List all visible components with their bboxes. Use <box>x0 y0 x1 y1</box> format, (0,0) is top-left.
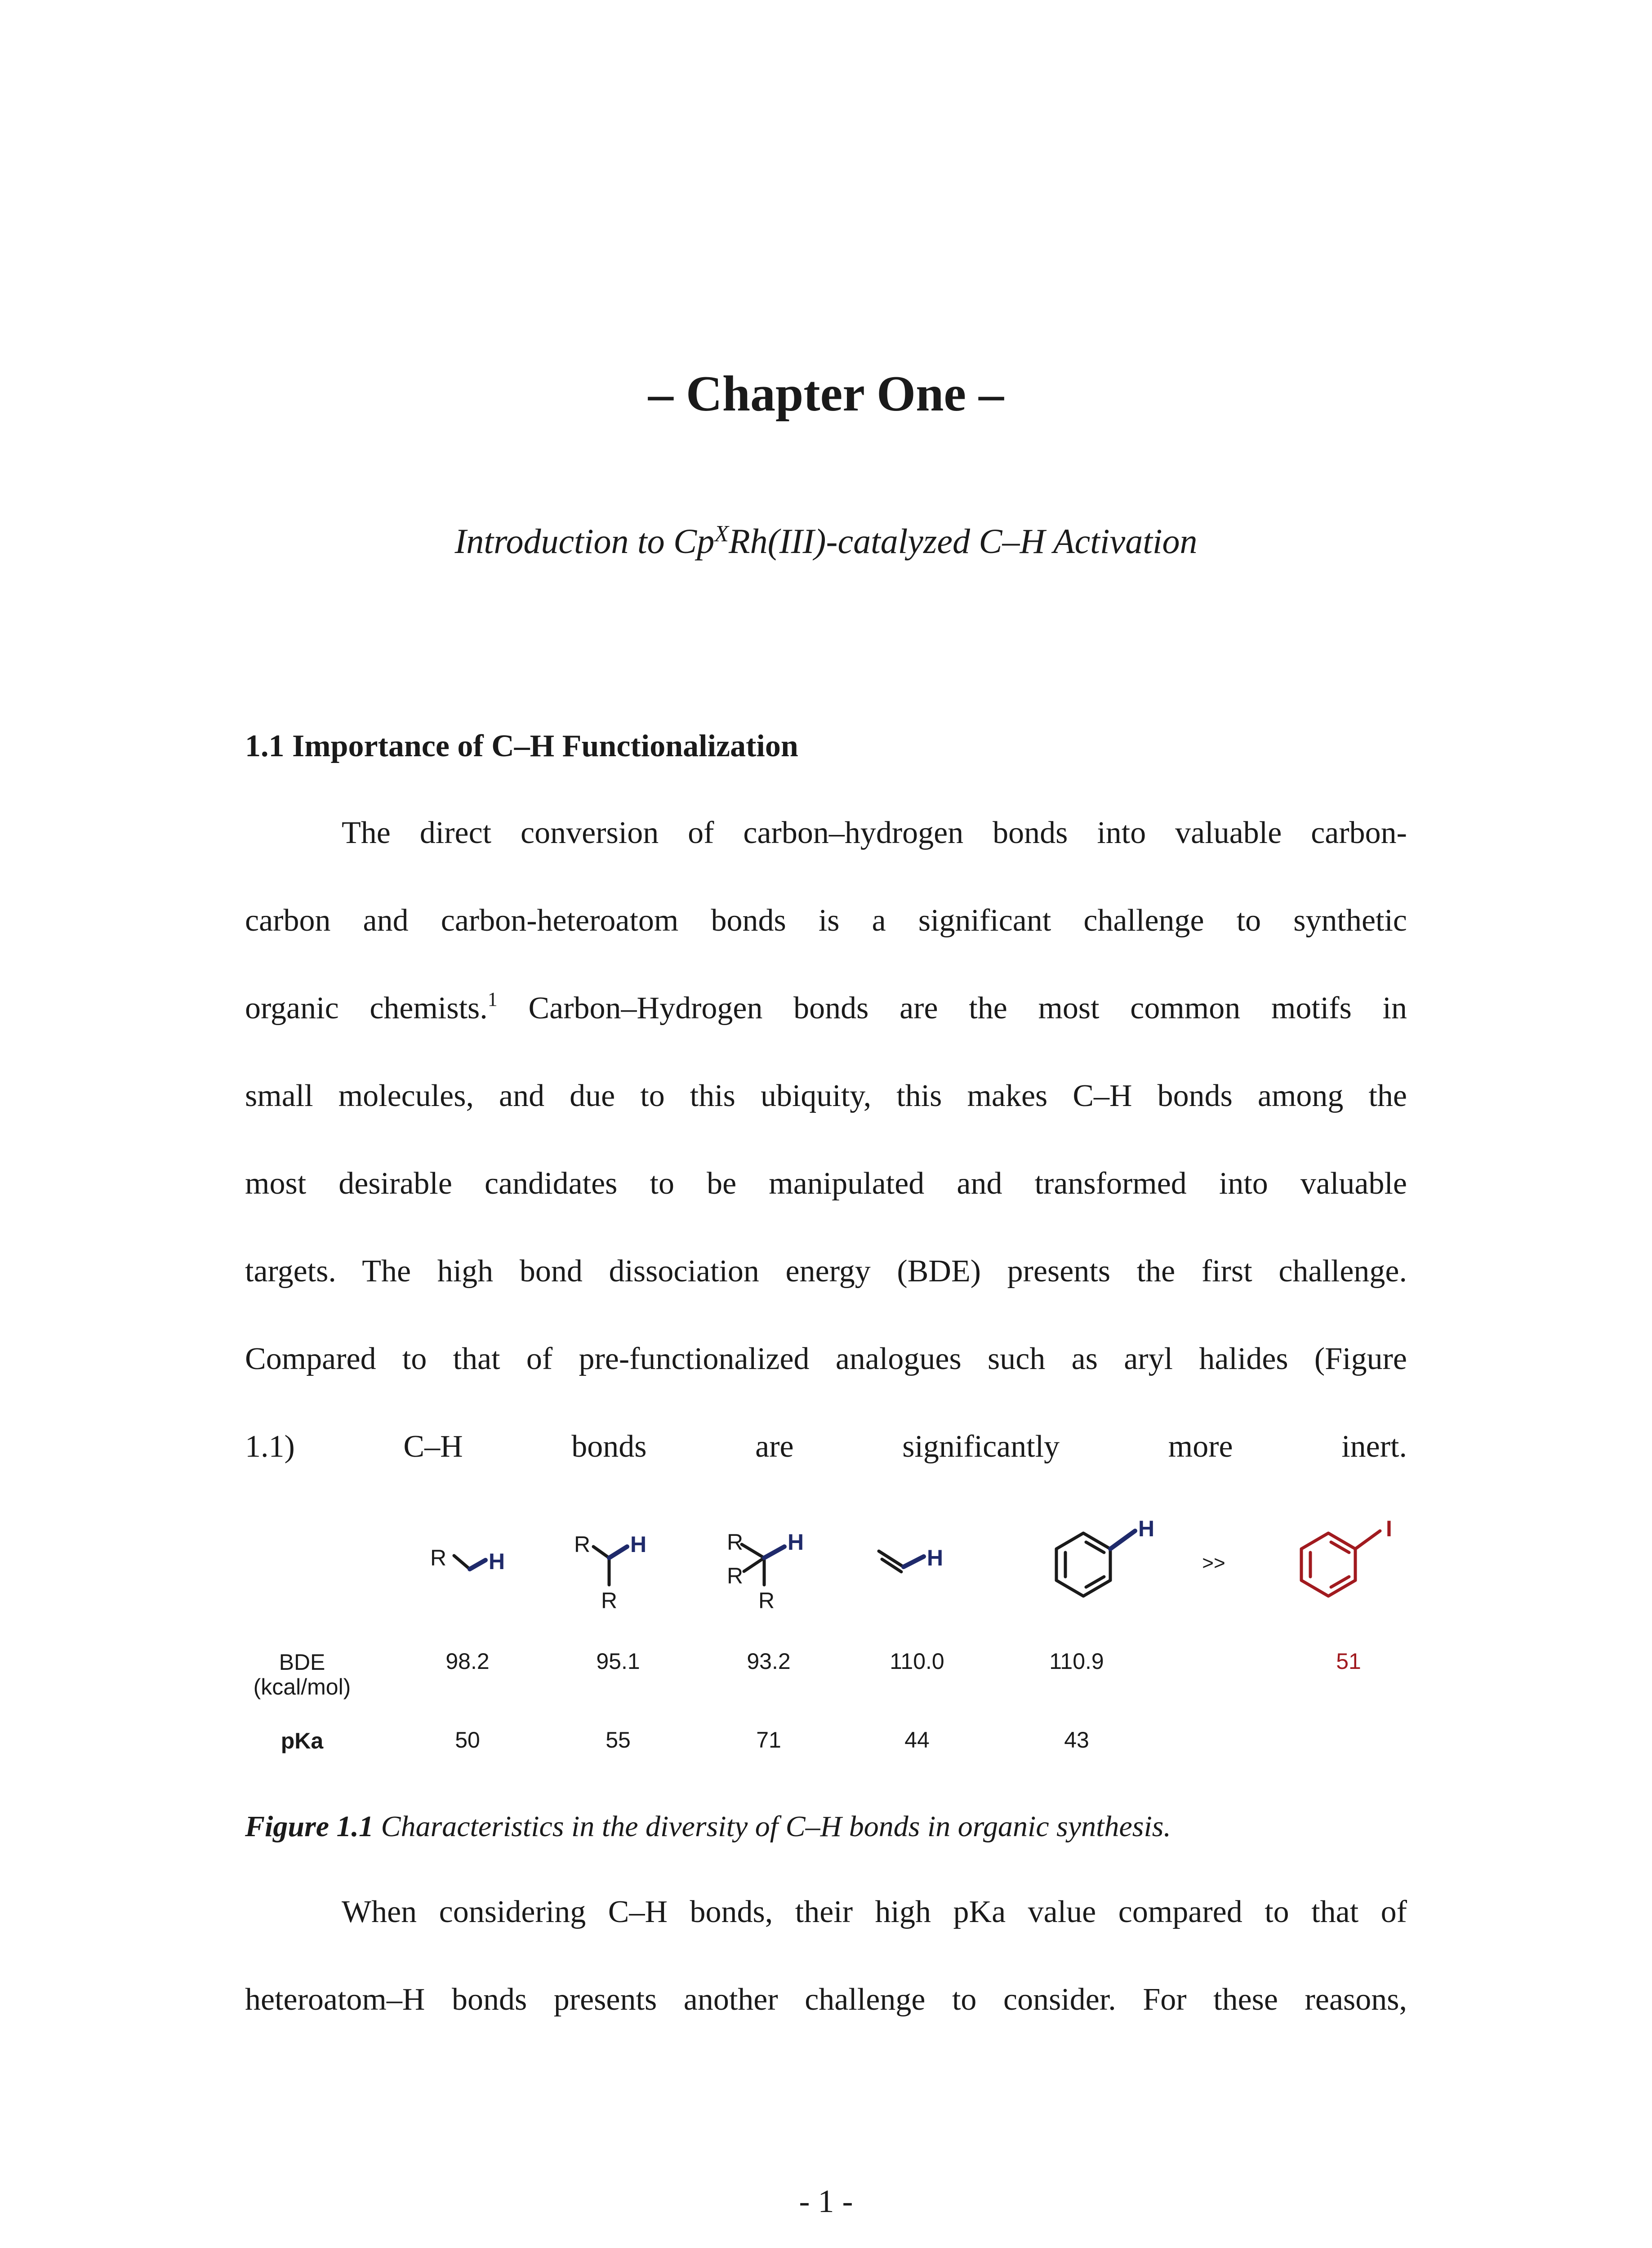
paragraph-line: small molecules, and due to this ubiquity, this makes C–H bonds among the <box>245 1079 1407 1113</box>
bde-label: BDE <box>279 1650 325 1675</box>
atom-label-r: R <box>430 1545 447 1570</box>
section-heading: 1.1 Importance of C–H Functionalization <box>245 729 798 763</box>
atom-label-iodine: I <box>1386 1516 1392 1541</box>
pka-value: 43 <box>1064 1727 1089 1753</box>
structure-tertiary <box>742 1544 784 1585</box>
paragraph-line: When considering C–H bonds, their high pKa value compared to that of <box>342 1895 1407 1929</box>
structure-iodobenzene <box>1301 1531 1380 1596</box>
text-run: organic chemists. <box>245 991 488 1026</box>
structure-vinyl <box>879 1551 924 1572</box>
atom-label-r: R <box>758 1588 775 1613</box>
chapter-title: – Chapter One – <box>648 366 1004 422</box>
subtitle-post: Rh(III)-catalyzed C–H Activation <box>728 522 1198 561</box>
pka-value: 71 <box>756 1727 781 1753</box>
paragraph-line: most desirable candidates to be manipulated and transformed into valuable <box>245 1166 1407 1201</box>
pka-value: 55 <box>606 1727 631 1753</box>
paragraph-line: 1.1) C–H bonds are significantly more inert. <box>245 1429 1407 1464</box>
atom-label-h: H <box>787 1530 804 1555</box>
subtitle-superscript: X <box>714 521 729 547</box>
structure-benzene <box>1056 1531 1135 1596</box>
paragraph-line: Compared to that of pre-functionalized analogues such as aryl halides (Figure <box>245 1342 1407 1376</box>
atom-label-r: R <box>726 1530 744 1555</box>
bde-value: 51 <box>1336 1649 1361 1674</box>
atom-label-r: R <box>574 1532 591 1557</box>
bde-row-label <box>254 1650 351 1699</box>
text-run: Carbon–Hydrogen bonds are the most common motifs in <box>497 991 1407 1026</box>
pka-label: pKa <box>281 1728 324 1753</box>
paragraph-line: targets. The high bond dissociation energy (BDE) presents the first challenge. <box>245 1254 1407 1289</box>
bde-value: 95.1 <box>596 1649 640 1674</box>
subtitle-pre: Introduction to Cp <box>454 522 715 561</box>
atom-label-h: H <box>630 1532 647 1557</box>
atom-label-h: H <box>1138 1516 1155 1541</box>
structure-methyl <box>454 1556 485 1569</box>
bde-value: 93.2 <box>747 1649 791 1674</box>
comparison-symbol: >> <box>1202 1552 1225 1574</box>
caption-text: Characteristics in the diversity of C–H bonds in organic synthesis. <box>374 1810 1171 1843</box>
bde-value: 110.9 <box>1049 1649 1104 1674</box>
pka-value: 50 <box>455 1727 480 1753</box>
bde-value: 110.0 <box>890 1649 944 1674</box>
structure-secondary <box>593 1547 627 1585</box>
caption-label: Figure 1.1 <box>245 1810 374 1843</box>
bde-unit: (kcal/mol) <box>253 1674 351 1699</box>
bde-value: 98.2 <box>445 1649 490 1674</box>
atom-label-r: R <box>726 1563 744 1588</box>
pka-value: 44 <box>904 1727 930 1753</box>
atom-label-h: H <box>926 1545 944 1570</box>
paragraph-line: carbon and carbon-heteroatom bonds is a significant challenge to synthetic <box>245 903 1407 938</box>
atom-label-h: H <box>488 1549 505 1574</box>
page-number: - 1 - <box>799 2183 853 2219</box>
atom-label-r: R <box>601 1588 618 1613</box>
paragraph-line: The direct conversion of carbon–hydrogen bonds into valuable carbon- <box>342 816 1407 850</box>
paragraph-line: heteroatom–H bonds presents another challenge to consider. For these reasons, <box>245 1982 1407 2017</box>
citation-ref: 1 <box>487 988 498 1010</box>
figure-caption <box>245 1812 1171 1842</box>
